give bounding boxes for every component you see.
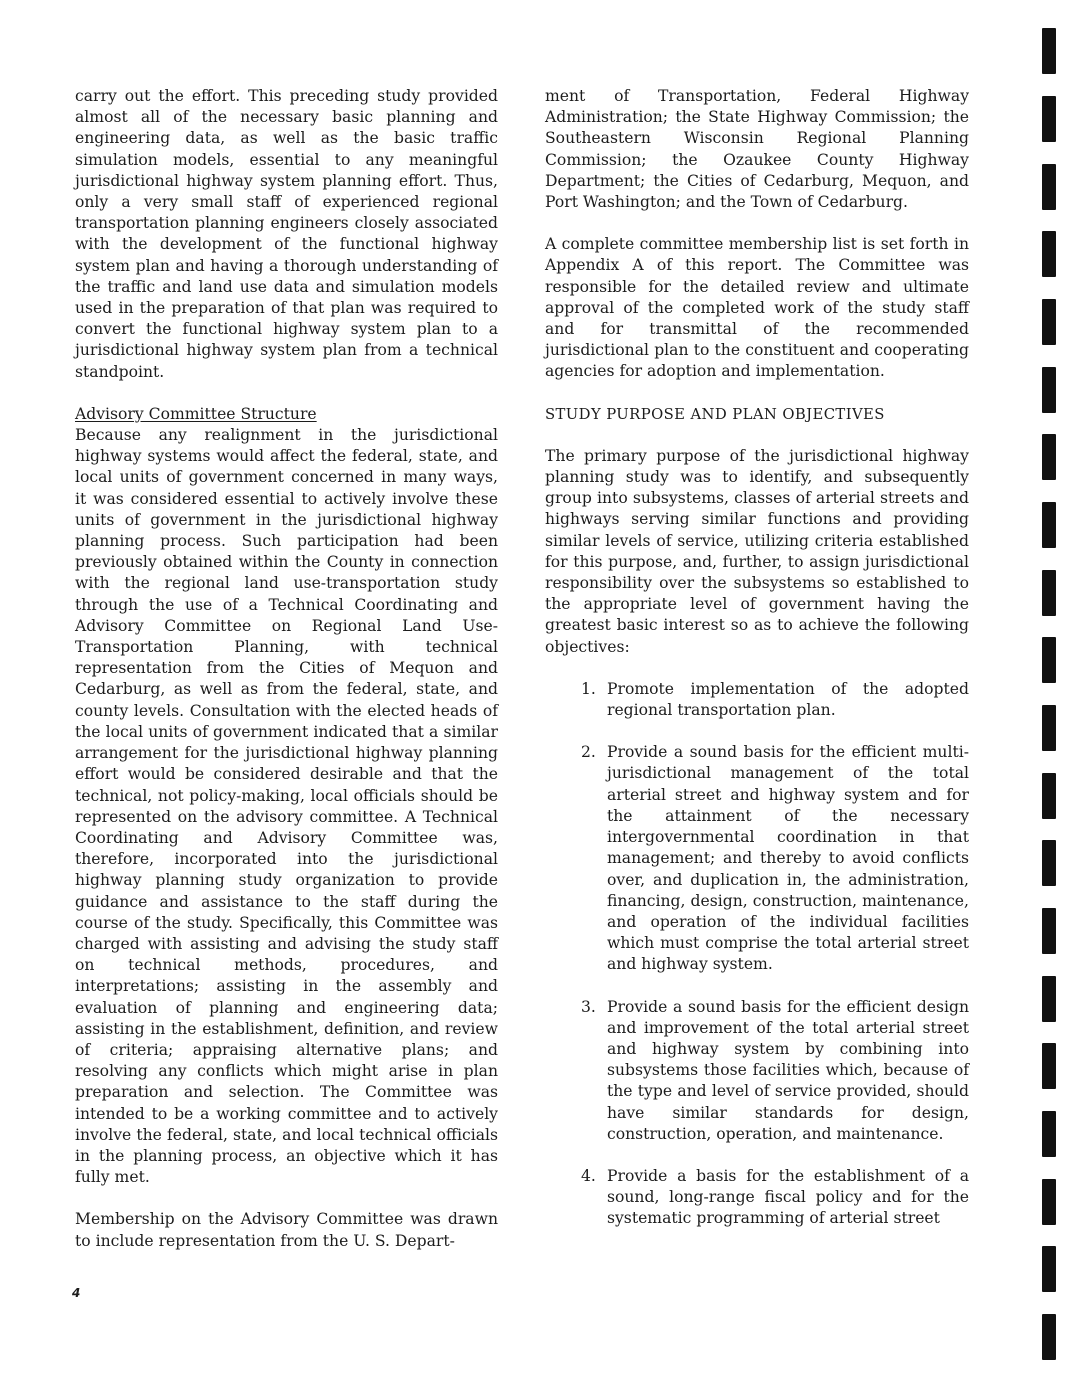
page-number: 4 <box>72 1286 81 1300</box>
objective-text: Provide a basis for the establishment of a sound, long-range fiscal policy and for the systematic programming of arterial street <box>607 1166 969 1228</box>
objective-text: Provide a sound basis for the efficient multi-jurisdictional management of the total arterial street and highway system and for the attainment of the necessary intergovernmental coordination in that management; and thereby to avoid conflicts over, and duplication in, the administration, financing, design, construction, maintenance, and operation of the individual facilities which must comprise the total arterial street and highway system. <box>607 743 969 974</box>
objective-number: 3. <box>581 997 596 1016</box>
binding-mark <box>1042 570 1056 616</box>
advisory-committee-subheading: Advisory Committee Structure <box>75 404 317 423</box>
binding-mark <box>1042 367 1056 413</box>
binding-mark <box>1042 1111 1056 1157</box>
binding-mark <box>1042 1043 1056 1089</box>
binding-mark <box>1042 28 1056 74</box>
right-column <box>545 86 969 1230</box>
objective-number: 2. <box>581 743 596 762</box>
binding-mark <box>1042 976 1056 1022</box>
advisory-committee-paragraph: Because any realignment in the jurisdictional highway systems would affect the federal, state, and local units of government concerned in many ways, it was considered essential to actively involve these units of government in the jurisdictional highway planning process. Such participation had been previously obtained within the County in connection with the regional land use-transportation study through the use of a Technical Coordinating and Advisory Committee on Regional Land Use-Transportation Planning, with technical representation from the Cities of Mequon and Cedarburg, as well as from the federal, state, and county levels. Consultation with the elected heads of the local units of government indicated that a similar arrangement for the jurisdictional highway planning effort would be considered desirable and that the technical, not policy-making, local officials should be represented on the advisory committee. A Technical Coordinating and Advisory Committee was, therefore, incorporated into the jurisdictional highway planning study organization to provide guidance and assistance to the staff during the course of the study. Specifically, this Committee was charged with assisting and advising the study staff on technical methods, procedures, and interpretations; assisting in the assembly and evaluation of planning and engineering data; assisting in the establishment, definition, and review of criteria; appraising alternative plans; and resolving any conflicts which might arise in plan preparation and selection. The Committee was intended to be a working committee and to actively involve the federal, state, and local technical officials in the planning process, an objective which it has fully met. <box>75 426 498 1187</box>
binding-mark <box>1042 1314 1056 1360</box>
binding-mark <box>1042 299 1056 345</box>
binding-mark <box>1042 96 1056 142</box>
binding-mark <box>1042 164 1056 210</box>
binding-mark <box>1042 773 1056 819</box>
binding-mark <box>1042 637 1056 683</box>
objective-number: 4. <box>581 1166 596 1185</box>
membership-paragraph: Membership on the Advisory Committee was drawn to include representation from the U. S. Depart- <box>75 1210 498 1250</box>
membership-continued-paragraph: ment of Transportation, Federal Highway Administration; the State Highway Commission; the Southeastern Wisconsin Regional Planning Commission; the Ozaukee County Highway Department; the Cities of Cedarburg, Mequon, and Port Washington; and the Town of Cedarburg. <box>545 87 969 212</box>
objective-text: Promote implementation of the adopted regional transportation plan. <box>607 679 969 720</box>
binding-mark <box>1042 231 1056 277</box>
objective-item <box>545 997 969 1145</box>
committee-list-paragraph: A complete committee membership list is set forth in Appendix A of this report. The Committee was responsible for the detailed review and ultimate approval of the completed work of the study staff and for transmittal of the recommended jurisdictional plan to the constituent and cooperating agencies for adoption and implementation. <box>545 235 969 381</box>
study-purpose-paragraph: The primary purpose of the jurisdictional highway planning study was to identify, and subsequently group into subsystems, classes of arterial streets and highways serving similar functions and providing similar levels of service, utilizing criteria established for this purpose, and, further, to assign jurisdictional responsibility over the subsystems so established to the appropriate level of government having the greatest basic interest so as to achieve the following objectives: <box>545 446 969 656</box>
left-column <box>75 86 498 1252</box>
binding-mark <box>1042 1179 1056 1225</box>
binding-mark <box>1042 705 1056 751</box>
objective-item <box>545 679 969 721</box>
binding-mark <box>1042 434 1056 480</box>
binding-mark <box>1042 1246 1056 1292</box>
binding-mark <box>1042 502 1056 548</box>
objective-text: Provide a sound basis for the efficient design and improvement of the total arterial street and highway system by combining into subsystems those facilities which, because of the type and level of service provided, should have similar standards for design, construction, operation, and maintenance. <box>607 997 969 1143</box>
binding-mark <box>1042 840 1056 886</box>
objective-item <box>545 742 969 975</box>
section-heading: STUDY PURPOSE AND PLAN OBJECTIVES <box>545 405 885 423</box>
binding-edge-marks <box>1042 28 1058 1368</box>
objective-number: 1. <box>581 679 596 698</box>
objectives-list <box>545 679 969 1230</box>
objective-item <box>545 1166 969 1230</box>
binding-mark <box>1042 908 1056 954</box>
intro-paragraph: carry out the effort. This preceding study provided almost all of the necessary basic planning and engineering data, as well as the basic traffic simulation models, essential to any meaningful jurisdictional highway system planning effort. Thus, only a very small staff of experienced regional transportation planning engineers closely associated with the development of the functional highway system plan and having a thorough understanding of the traffic and land use data and simulation models used in the preparation of that plan was required to convert the functional highway system plan to a jurisdictional highway system plan from a technical standpoint. <box>75 87 498 381</box>
